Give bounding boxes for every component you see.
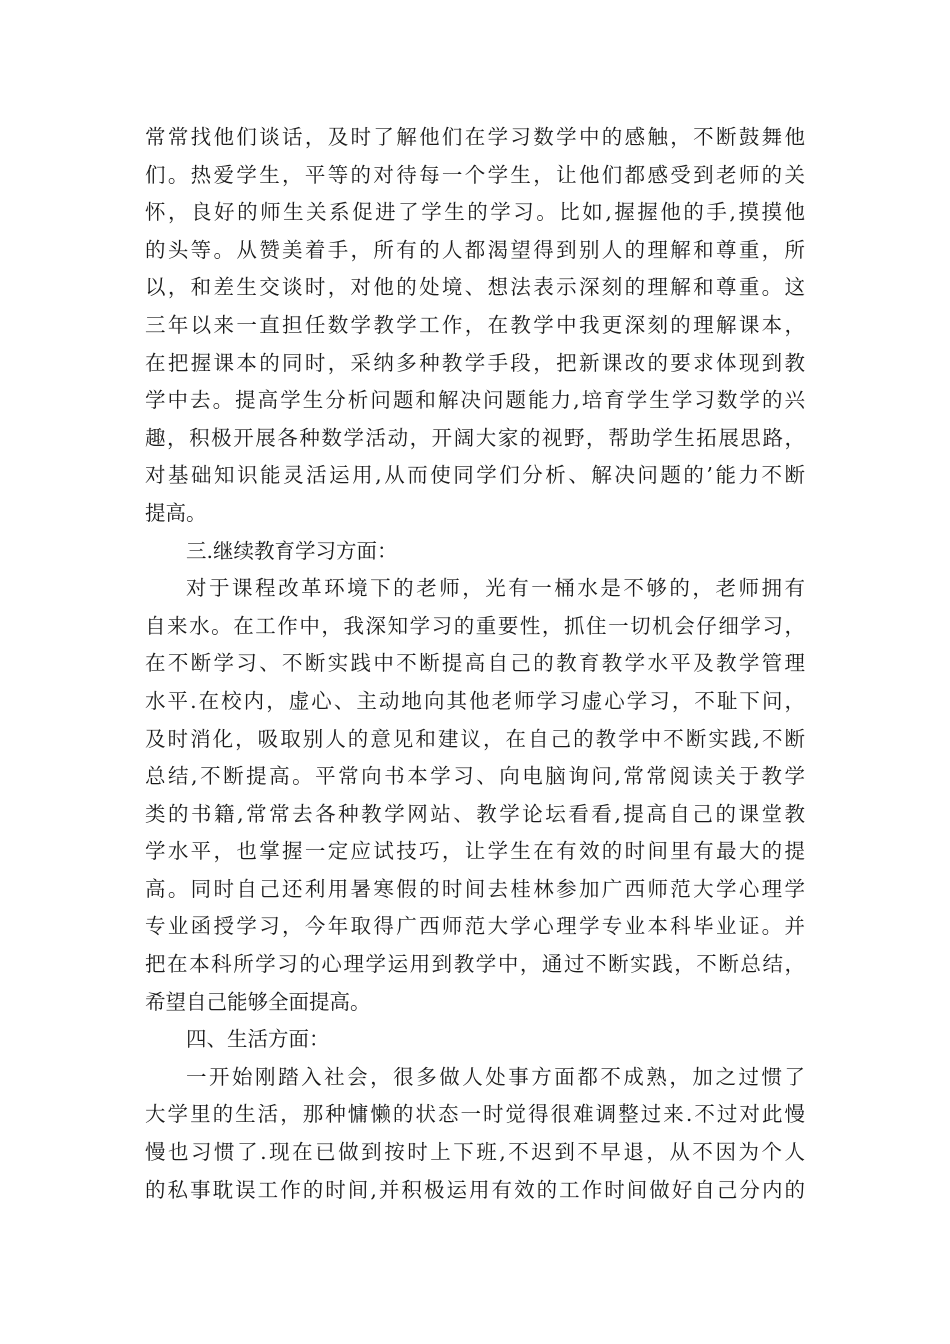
text-line: 希望自己能够全面提高。 xyxy=(145,989,371,1014)
text-line: 常常找他们谈话，及时了解他们在学习数学中的感触，不断鼓舞他 xyxy=(145,125,805,149)
text-line: 及时消化，吸取别人的意见和建议，在自己的教学中不断实践,不断 xyxy=(145,726,805,751)
text-line: 趣，积极开展各种数学活动，开阔大家的视野，帮助学生拓展思路， xyxy=(145,425,805,450)
text-line: 三.继续教育学习方面： xyxy=(186,538,398,563)
text-line: 对基础知识能灵活运用,从而使同学们分析、解决问题的’能力不断 xyxy=(145,463,805,488)
text-line: 一开始刚踏入社会，很多做人处事方面都不成熟，加之过惯了 xyxy=(186,1064,805,1089)
text-line: 自来水。在工作中，我深知学习的重要性，抓住一切机会仔细学习， xyxy=(145,613,805,638)
text-line: 在把握课本的同时，采纳多种教学手段，把新课改的要求体现到教 xyxy=(145,350,805,375)
text-line: 在不断学习、不断实践中不断提高自己的教育教学水平及教学管理 xyxy=(145,651,805,676)
text-line: 慢也习惯了.现在已做到按时上下班,不迟到不早退，从不因为个人 xyxy=(145,1140,805,1165)
text-line: 学水平，也掌握一定应试技巧，让学生在有效的时间里有最大的提 xyxy=(145,839,805,864)
document-body xyxy=(145,119,805,1209)
text-line: 以，和差生交谈时，对他的处境、想法表示深刻的理解和尊重。这 xyxy=(145,275,805,300)
text-line: 学中去。提高学生分析问题和解决问题能力,培育学生学习数学的兴 xyxy=(145,388,805,413)
text-line: 怀，良好的师生关系促进了学生的学习。比如,握握他的手,摸摸他 xyxy=(145,200,805,225)
text-line: 提高。 xyxy=(145,500,207,525)
text-line: 的头等。从赞美着手，所有的人都渴望得到别人的理解和尊重，所 xyxy=(145,237,805,262)
text-line: 总结,不断提高。平常向书本学习、向电脑询问,常常阅读关于教学 xyxy=(145,764,805,789)
text-line: 类的书籍,常常去各种教学网站、教学论坛看看,提高自己的课堂教 xyxy=(145,801,805,826)
text-line: 把在本科所学习的心理学运用到教学中，通过不断实践，不断总结， xyxy=(145,952,805,977)
text-line: 们。热爱学生，平等的对待每一个学生，让他们都感受到老师的关 xyxy=(145,162,805,187)
text-line: 水平.在校内，虚心、主动地向其他老师学习虚心学习，不耻下问， xyxy=(145,688,805,713)
text-line: 高。同时自己还利用暑寒假的时间去桂林参加广西师范大学心理学 xyxy=(145,876,805,901)
text-line: 三年以来一直担任数学教学工作，在教学中我更深刻的理解课本， xyxy=(145,312,805,337)
text-line: 大学里的生活，那种慵懒的状态一时觉得很难调整过来.不过对此慢 xyxy=(145,1102,805,1127)
text-line: 对于课程改革环境下的老师，光有一桶水是不够的，老师拥有 xyxy=(186,576,805,601)
text-line: 的私事耽误工作的时间,并积极运用有效的工作时间做好自己分内的 xyxy=(145,1177,805,1202)
text-line: 专业函授学习，今年取得广西师范大学心理学专业本科毕业证。并 xyxy=(145,914,805,939)
text-line: 四、生活方面： xyxy=(186,1027,330,1052)
